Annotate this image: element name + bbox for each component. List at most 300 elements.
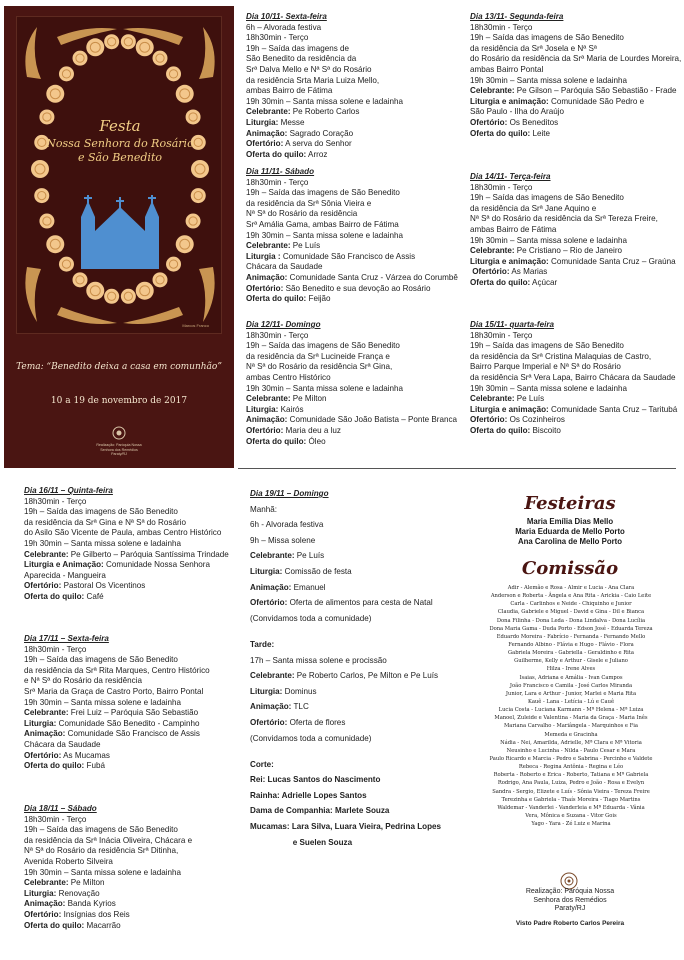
schedule-text: 19h 30min – Santa missa solene e ladainha [246, 230, 404, 240]
comissao-line: Lucia Costa - Luciana Karmann - Mª Helena - Mª Luiza [498, 707, 644, 714]
schedule-text: Bairro Parque Imperial e Nª Sª do Rosário [470, 362, 621, 372]
schedule-text: ambas Bairro de Fátima [246, 86, 333, 96]
section-divider [238, 468, 676, 469]
schedule-line [24, 708, 210, 719]
schedule-label: Ofertório: [246, 283, 284, 293]
schedule-text: Comunidade Santa Cruz - Várzea do Corumbê [287, 272, 458, 282]
schedule-label: Liturgia: [246, 117, 279, 127]
schedule-text: Nª Sª do Rosário da residência Srª Ditinha, [24, 846, 179, 856]
schedule-label: Rei: Lucas Santos do Nascimento [250, 775, 381, 785]
schedule-line [24, 528, 229, 539]
schedule-text: da residência da Srª Cristina Malaquias de Castro, [470, 351, 652, 361]
schedule-text: Emanuel [291, 582, 326, 592]
schedule-line [250, 699, 441, 715]
comissao-line: Terezinha e Gabriela - Thaís Moreira - Tiago Martins [501, 796, 641, 803]
schedule-line [246, 373, 457, 384]
schedule-line [246, 231, 458, 242]
schedule-line [250, 502, 441, 518]
rose-flower-icon [86, 38, 104, 56]
day-block-14 [470, 172, 676, 289]
schedule-line [250, 715, 441, 731]
comissao-line: Fernando Albino - Flávia e Hugo - Flávio - Flora [508, 641, 634, 648]
schedule-text: Srª Maria da Graça de Castro Porto, Bairro Pontal [24, 686, 204, 696]
church-silhouette-icon [77, 187, 163, 269]
schedule-text: Frei Luiz – Paróquia São Sebastião [68, 708, 199, 718]
schedule-line [246, 262, 458, 273]
schedule-line [24, 889, 192, 900]
schedule-line [470, 236, 676, 247]
schedule-line [24, 497, 229, 508]
schedule-text: Oferta de flores [287, 717, 346, 727]
schedule-label: Oferta do quilo: [470, 128, 531, 138]
comissao-line: João Francisco e Camila - José Carlos Miranda [509, 682, 633, 689]
flower-wreath-illustration [17, 17, 223, 335]
comissao-line: Junior, Lara e Arthur - Junior, Marlei e Maria Rita [505, 690, 637, 697]
schedule-line [246, 252, 458, 263]
schedule-line [246, 341, 457, 352]
schedule-text: Arroz [306, 149, 328, 159]
schedule-label: Ofertório: [24, 581, 62, 591]
comissao-line: Manoel, Zuleide e Valentina - Maria da Graça - Maria Inês [494, 715, 648, 722]
day-title: Dia 13/11- Segunda-feira [470, 12, 564, 21]
schedule-text: da residência da Srª Gina e Nª Sª do Rosário [24, 517, 186, 527]
schedule-text: 19h 30min – Santa missa solene e ladainha [24, 697, 182, 707]
schedule-text: ambas Bairro Pontal [470, 64, 544, 74]
schedule-line [470, 225, 676, 236]
schedule-line [24, 687, 210, 698]
schedule-line [246, 405, 457, 416]
day-title: Dia 14/11- Terça-feira [470, 172, 551, 181]
schedule-label: Ofertório: [470, 415, 508, 425]
festeira-name: Ana Carolina de Mello Porto [518, 537, 622, 546]
schedule-line [246, 54, 403, 65]
comissao-heading: Comissão [521, 558, 619, 579]
schedule-line [470, 54, 681, 65]
realizacao-line: Realização: Paróquia Nossa [525, 888, 615, 895]
schedule-text: Comunidade Santa Cruz – Taritubá [548, 404, 678, 414]
schedule-label: Liturgia: [24, 888, 57, 898]
schedule-line [250, 819, 441, 835]
rose-flower-icon [86, 282, 104, 300]
schedule-line [250, 731, 441, 747]
schedule-line [470, 214, 676, 225]
schedule-label: Animação: [24, 899, 66, 909]
schedule-text: Leite [530, 128, 551, 138]
schedule-line [246, 199, 458, 210]
schedule-text: da residência Srª Vera Lapa, Bairro Chácara da Saudade [470, 372, 676, 382]
comissao-line: Vera, Mônica e Suzana - Vitor Gois [525, 812, 617, 819]
schedule-line [246, 284, 458, 295]
poster-realizacao [4, 443, 234, 457]
schedule-label: Celebrante: [250, 671, 295, 681]
schedule-text: Feijão [306, 294, 331, 304]
schedule-label: Oferta do quilo: [470, 425, 531, 435]
schedule-line [470, 278, 676, 289]
schedule-line [250, 611, 441, 627]
realizacao-text [500, 888, 640, 914]
schedule-line [470, 129, 681, 140]
schedule-label: Ofertório: [470, 117, 508, 127]
schedule-line [250, 772, 441, 788]
schedule-text: do Asilo São Vicente de Paula, ambas Centro Histórico [24, 528, 222, 538]
schedule-line [24, 868, 192, 879]
schedule-line [250, 835, 441, 851]
schedule-text: Insígnias dos Reis [61, 909, 130, 919]
schedule-text: 18h30min - Terço [24, 644, 87, 654]
day-title: Dia 18/11 – Sábado [24, 804, 97, 813]
schedule-label: Oferta do quilo: [470, 277, 531, 287]
schedule-line [246, 139, 403, 150]
poster-title [17, 117, 223, 164]
schedule-label: Animação: [24, 729, 66, 739]
day-title: Dia 10/11- Sexta-feira [246, 12, 327, 21]
schedule-text: Kairós [278, 404, 304, 414]
rose-flower-icon [59, 66, 74, 81]
comissao-names [480, 584, 662, 828]
schedule-line [470, 394, 677, 405]
schedule-line [246, 426, 457, 437]
schedule-line [24, 751, 210, 762]
schedule-label: Ofertório: [470, 267, 510, 277]
schedule-line [470, 246, 676, 257]
day-block-19 [250, 486, 441, 850]
schedule-text: Pe Milton [290, 394, 327, 404]
schedule-text: Comunidade São Benedito - Campinho [56, 718, 200, 728]
schedule-line [246, 33, 403, 44]
schedule-text: Aparecida - Mangueira [24, 570, 106, 580]
schedule-text: Os Cozinheiros [507, 415, 565, 425]
comissao-line: Rebeca - Regina Antônia - Regina e Léo [518, 764, 624, 771]
schedule-line [246, 44, 403, 55]
schedule-line [24, 899, 192, 910]
schedule-label: Animação: [246, 272, 288, 282]
schedule-text: 19h – Saída das imagens de São Benedito [470, 341, 624, 351]
schedule-text: Banda Kyrios [65, 899, 116, 909]
festival-poster [4, 6, 234, 468]
schedule-line [246, 23, 403, 34]
schedule-text: Fubá [84, 761, 105, 771]
festeira-name: Maria Emília Dias Mello [526, 517, 614, 526]
rose-flower-icon [153, 272, 168, 287]
schedule-line [24, 550, 229, 561]
schedule-label: Liturgia: [250, 686, 283, 696]
schedule-line [246, 86, 403, 97]
schedule-label: Tarde: [250, 639, 275, 649]
poster-artwork [16, 16, 222, 334]
schedule-text: Pe Roberto Carlos, Pe Milton e Pe Luís [294, 671, 439, 681]
schedule-label: Animação: [246, 415, 288, 425]
schedule-label: Celebrante: [24, 549, 69, 559]
schedule-text: da residência da Srª Josela e Nª Sª [470, 43, 597, 53]
schedule-line [24, 729, 210, 740]
schedule-line [250, 653, 441, 669]
schedule-label: Rainha: Adrielle Lopes Santos [250, 790, 367, 800]
schedule-label: Liturgia: [246, 404, 279, 414]
poster-realizacao-line: Paraty/RJ [111, 452, 127, 456]
schedule-label: Ofertório: [24, 750, 62, 760]
comissao-line: Eduardo Moreira - Fabrício - Fernanda - Fernando Mello [496, 633, 646, 640]
schedule-text: 18h30min - Terço [470, 22, 533, 32]
schedule-text: Pe Milton [68, 878, 105, 888]
schedule-line [24, 518, 229, 529]
schedule-line [246, 294, 458, 305]
schedule-line [250, 668, 441, 684]
schedule-text: Sagrado Coração [287, 128, 354, 138]
schedule-label: Ofertório: [250, 717, 288, 727]
poster-theme: Tema: “Benedito deixa a casa em comunhão” [16, 362, 222, 372]
schedule-label: Oferta do quilo: [24, 591, 85, 601]
schedule-label: Celebrante: [250, 551, 295, 561]
day-title: Dia 19/11 – Domingo [250, 489, 329, 498]
blank-line [250, 626, 441, 637]
schedule-label: Liturgia e Animação: [24, 560, 104, 570]
schedule-line [24, 836, 192, 847]
day-block-11 [246, 167, 458, 305]
festeira-name: Maria Eduarda de Mello Porto [515, 527, 625, 536]
schedule-text: Nª Sª do Rosário da residência [246, 209, 358, 219]
schedule-line [24, 910, 192, 921]
schedule-line [470, 44, 681, 55]
comissao-line: Adir - Alemão e Rosa - Almir e Lucia - Ana Clara [507, 585, 635, 591]
schedule-line [24, 761, 210, 772]
schedule-text: da residência Srta Maria Luiza Mello, [246, 75, 380, 85]
day-title: Dia 11/11- Sábado [246, 167, 315, 176]
schedule-line [24, 676, 210, 687]
schedule-text: 6h – Alvorada festiva [246, 22, 322, 32]
schedule-line [246, 362, 457, 373]
comissao-line: Gabriela Moreira - Gabriella - Geraldinho e Rita [507, 650, 634, 657]
schedule-text: Pe Luís [290, 241, 321, 251]
poster-dates: 10 a 19 de novembro de 2017 [50, 396, 188, 406]
schedule-text: Comissão de festa [282, 566, 352, 576]
schedule-text: A serva do Senhor [283, 139, 352, 149]
rose-flower-icon [46, 85, 64, 103]
schedule-text: da residência da Srª Jane Aquino e [470, 203, 597, 213]
schedule-text: Comunidade Nossa Senhora [103, 560, 210, 570]
schedule-line [24, 857, 192, 868]
rose-flower-icon [104, 289, 119, 304]
rose-flower-icon [104, 34, 119, 49]
schedule-text: 19h 30min – Santa missa solene e ladainha [24, 538, 182, 548]
schedule-text: Renovação [56, 888, 100, 898]
schedule-text: da residência da Srª Sônia Vieira e [246, 198, 372, 208]
schedule-label: Ofertório: [24, 909, 62, 919]
schedule-text: Os Beneditos [507, 117, 559, 127]
parish-logo-icon [112, 426, 126, 440]
schedule-text: ambas Bairro de Fátima [470, 224, 557, 234]
schedule-text: da residência da Srª Rita Marques, Centro Histórico [24, 665, 210, 675]
schedule-line [246, 241, 458, 252]
schedule-line [470, 373, 677, 384]
schedule-label: Liturgia: [24, 718, 57, 728]
schedule-line [246, 65, 403, 76]
blank-line [250, 746, 441, 757]
schedule-line [246, 384, 457, 395]
schedule-label: e Suelen Souza [250, 837, 353, 847]
realizacao-line: Senhora dos Remédios [533, 896, 607, 904]
rose-flower-icon [34, 188, 49, 203]
schedule-line [470, 405, 677, 416]
schedule-text: 19h 30min – Santa missa solene e ladainha [470, 383, 628, 393]
festeiras-heading: Festeiras [524, 493, 616, 514]
schedule-text: Comunidade São João Batista – Ponte Branca [287, 415, 458, 425]
rose-flower-icon [121, 289, 136, 304]
comissao-line: Dona Filinha - Dona Leda - Dona Lindalva - Dona Lucília [496, 617, 646, 624]
rose-flower-icon [166, 257, 181, 272]
schedule-label: Liturgia e animação: [470, 96, 549, 106]
schedule-text: Comunidade Santa Cruz – Graúna [548, 256, 676, 266]
day-title: Dia 17/11 – Sexta-feira [24, 634, 109, 643]
schedule-label: Liturgia e animação: [470, 256, 549, 266]
comissao-line: Yago - Yara - Zé Luiz e Marina [531, 821, 611, 828]
schedule-text: São Benedito da residência da [246, 54, 357, 64]
schedule-text: 19h 30min – Santa missa solene e ladainha [246, 96, 404, 106]
schedule-label: Oferta do quilo: [24, 920, 85, 930]
schedule-label: Animação: [250, 582, 292, 592]
schedule-line [24, 666, 210, 677]
schedule-line [250, 564, 441, 580]
schedule-line [470, 257, 676, 268]
schedule-text: 9h – Missa solene [250, 535, 316, 545]
schedule-text: Biscoito [530, 425, 561, 435]
schedule-text: (Convidamos toda a comunidade) [250, 613, 372, 623]
comissao-line: Kauê - Lana - Letícia - Lú e Cauê [527, 698, 615, 705]
schedule-label: Celebrante: [246, 241, 291, 251]
schedule-text: Macarrão [84, 920, 121, 930]
schedule-line [246, 97, 403, 108]
schedule-label: Ofertório: [246, 425, 284, 435]
schedule-line [246, 273, 458, 284]
schedule-line [24, 719, 210, 730]
schedule-line [470, 86, 681, 97]
rose-flower-icon [46, 235, 64, 253]
comissao-line: Dona Maria Gama - Duda Porto - Edson José - Eduarda Tereza [489, 625, 653, 632]
festeiras-names [470, 517, 670, 547]
schedule-line [24, 698, 210, 709]
schedule-line [24, 815, 192, 826]
poster-realizacao-line: Senhora dos Remédios [100, 447, 138, 452]
schedule-line [250, 533, 441, 549]
schedule-text: São Benedito e sua devoção ao Rosário [283, 283, 431, 293]
poster-title-line1: Festa [99, 117, 141, 135]
schedule-label: Oferta do quilo: [24, 761, 85, 771]
schedule-line [470, 384, 677, 395]
schedule-text: 19h – Saída das imagens de São Benedito [24, 655, 178, 665]
schedule-text: Pastoral Os Vicentinos [61, 581, 146, 591]
schedule-text: do Rosário da residência da Srª Maria de Lourdes Moreira, [470, 54, 682, 64]
schedule-text: Pe Gilson – Paróquia São Sebastião - Frade [514, 86, 677, 96]
schedule-text: Nª Sª do Rosário da residência da Srª Tereza Freire, [470, 214, 658, 224]
schedule-line [24, 921, 192, 932]
schedule-text: Pe Cristiano – Rio de Janeiro [514, 246, 623, 256]
schedule-text: Óleo [306, 436, 326, 446]
schedule-text: Maria deu a luz [283, 425, 341, 435]
schedule-line [470, 23, 681, 34]
schedule-line [246, 331, 457, 342]
schedule-label: Oferta do quilo: [246, 149, 307, 159]
schedule-line [470, 426, 677, 437]
schedule-line [246, 437, 457, 448]
schedule-line [246, 118, 403, 129]
schedule-line [470, 107, 681, 118]
schedule-line [250, 788, 441, 804]
schedule-line [470, 415, 677, 426]
schedule-line [24, 571, 229, 582]
day-block-16 [24, 486, 229, 603]
comissao-line: Roberta - Roberto e Erica - Roberto, Tatiana e Mª Gabriela [493, 772, 649, 779]
schedule-line [246, 76, 403, 87]
schedule-line [246, 178, 458, 189]
schedule-line [24, 507, 229, 518]
schedule-line [246, 129, 403, 140]
schedule-text: 18h30min - Terço [470, 330, 533, 340]
schedule-text: Pe Luís [294, 551, 325, 561]
schedule-label: Animação: [250, 702, 292, 712]
schedule-text: 18h30min - Terço [470, 182, 533, 192]
schedule-line [246, 209, 458, 220]
visto-padre: Visto Padre Roberto Carlos Pereira [515, 920, 625, 927]
poster-title-line3: e São Benedito [77, 151, 162, 164]
schedule-text: (Convidamos toda a comunidade) [250, 733, 372, 743]
comissao-line: Nádia - Nei, Amarilda, Adrielle, Mª Clara e Mª Vitoria [500, 739, 642, 746]
schedule-line [250, 684, 441, 700]
schedule-line [246, 150, 403, 161]
schedule-text: Srª Amália Gama, ambas Bairro de Fátima [246, 219, 399, 229]
schedule-label: Ofertório: [250, 598, 288, 608]
schedule-text: As Marias [509, 267, 548, 277]
schedule-text: 19h 30min – Santa missa solene e ladainha [470, 235, 628, 245]
schedule-text: Comunidade São Pedro e [548, 96, 645, 106]
schedule-text: Chácara da Saudade [246, 262, 323, 272]
schedule-text: 18h30min - Terço [24, 814, 87, 824]
schedule-text: 19h 30min – Santa missa solene e ladainha [246, 383, 404, 393]
schedule-line [250, 757, 441, 773]
schedule-text: Dominus [282, 686, 317, 696]
schedule-text: Chácara da Saudade [24, 739, 101, 749]
comissao-line: Waldemar - Vanderlei - Vanderleia e Mª Eduarda - Vânia [497, 804, 645, 811]
comissao-line: Mariana Carvalho - Mariângela - Marquinhos e Fia [503, 723, 639, 730]
schedule-line [24, 645, 210, 656]
schedule-line [470, 76, 681, 87]
rose-flower-icon [191, 188, 206, 203]
rose-flower-icon [186, 214, 201, 229]
day-block-12 [246, 320, 457, 447]
schedule-text: Avenida Roberto Silveira [24, 856, 113, 866]
schedule-text: Srª Dalva Mello e Nª Sª do Rosário [246, 64, 372, 74]
comissao-line: Isaias, Adriana e Amália - Ivan Campos [519, 674, 623, 681]
schedule-label: Liturgia e animação: [470, 404, 549, 414]
schedule-line [24, 560, 229, 571]
comissao-line: Anderson e Roberta - Ângela e Ana Rita - Arickia - Caio Leite [490, 593, 652, 600]
comissao-line: Hilza - Irene Alves [546, 666, 596, 673]
schedule-text: 19h – Saída das imagens de São Benedito [24, 507, 178, 517]
schedule-text: da residência da Srª Lucineide França e [246, 351, 390, 361]
schedule-label: Liturgia: [250, 566, 283, 576]
schedule-text: Comunidade São Francisco de Assis [65, 729, 200, 739]
day-title: Dia 15/11- quarta-feira [470, 320, 554, 329]
rose-flower-icon [39, 214, 54, 229]
schedule-text: 19h – Saída das imagens de [246, 43, 350, 53]
schedule-line [246, 188, 458, 199]
rose-flower-icon [176, 235, 194, 253]
schedule-text: Açúcar [530, 277, 558, 287]
schedule-label: Celebrante: [246, 107, 291, 117]
comissao-line: Sandra - Sergio, Elizete e Luís - Sônia Vieira - Tereza Freire [492, 788, 650, 795]
schedule-text: Pe Gilberto – Paróquia Santíssima Trindade [68, 549, 229, 559]
schedule-text: e Nª Sª do Rosário da residência [24, 676, 143, 686]
day-block-15 [470, 320, 677, 437]
day-block-18 [24, 804, 192, 931]
